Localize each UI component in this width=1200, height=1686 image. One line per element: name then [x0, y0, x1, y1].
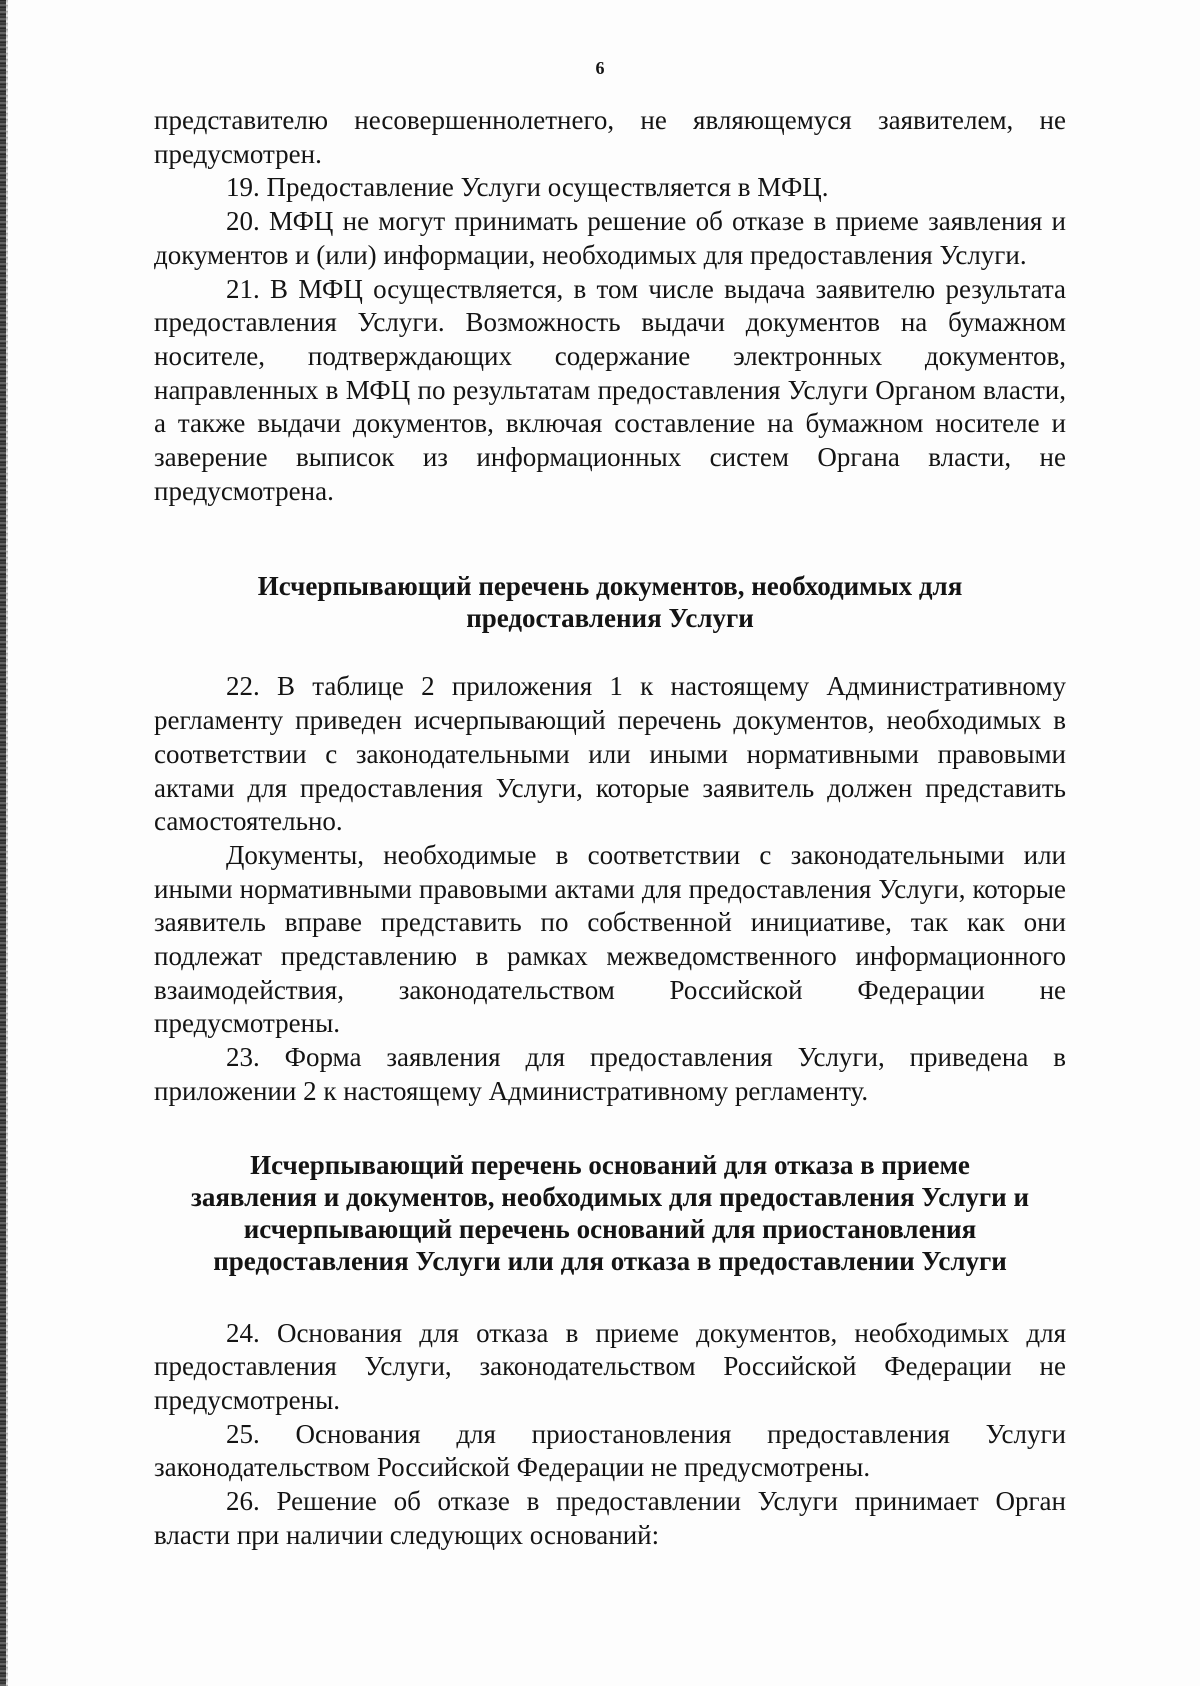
section-heading-refusal-line-2: заявления и документов, необходимых для предоставления Услуги и — [190, 1181, 1030, 1212]
spacer — [154, 1109, 1066, 1149]
section-heading-documents-line-1: Исчерпывающий перечень документов, необходимых для — [257, 571, 963, 602]
section-heading-refusal-line-4: предоставления Услуги или для отказа в предоставлении Услуги — [213, 1245, 1007, 1276]
section-heading-refusal-grounds — [154, 1149, 1066, 1277]
page-number: 6 — [595, 58, 605, 78]
section-heading-documents — [154, 570, 1066, 634]
section-heading-refusal-line-3: исчерпывающий перечень оснований для приостановления — [243, 1213, 977, 1244]
paragraph-continuation: представителю несовершеннолетнего, не являющемуся заявителем, не предусмотрен. — [154, 105, 1066, 169]
spacer — [154, 1277, 1066, 1317]
scan-binding-shadow — [6, 0, 8, 1686]
spacer — [154, 634, 1066, 670]
paragraph-24: 24. Основания для отказа в приеме документов, необходимых для предоставления Услуги, законодательством Российской Федерации не предусмотрены. — [154, 1317, 1066, 1415]
section-heading-refusal-line-1: Исчерпывающий перечень оснований для отказа в приеме — [250, 1149, 970, 1180]
spacer — [154, 508, 1066, 570]
paragraph-20: 20. МФЦ не могут принимать решение об отказе в приеме заявления и документов и (или) информации, необходимых для предоставления Услуги. — [154, 206, 1066, 270]
paragraph-23: 23. Форма заявления для предоставления Услуги, приведена в приложении 2 к настоящему Административному регламенту. — [154, 1042, 1066, 1106]
paragraph-26: 26. Решение об отказе в предоставлении Услуги принимает Орган власти при наличии следующих оснований: — [154, 1486, 1066, 1550]
section-heading-documents-line-2: предоставления Услуги — [466, 603, 754, 634]
paragraph-19: 19. Предоставление Услуги осуществляется в МФЦ. — [226, 172, 829, 203]
document-body — [154, 104, 1066, 1553]
paragraph-21: 21. В МФЦ осуществляется, в том числе выдача заявителю результата предоставления Услуги. Возможность выдачи документов на бумажном носителе, подтверждающих содержание электронных документов, направленных в МФЦ по результатам предоставления Услуги Органом власти, а также выдачи документов, включая составление на бумажном носителе и заверение выписок из информационных систем Органа власти, не предусмотрена. — [154, 273, 1066, 506]
paragraph-25: 25. Основания для приостановления предоставления Услуги законодательством Российской Федерации не предусмотрены. — [154, 1418, 1066, 1483]
paragraph-22: 22. В таблице 2 приложения 1 к настоящему Административному регламенту приведен исчерпывающий перечень документов, необходимых в соответствии с законодательными или иными нормативными правовыми актами для предоставления Услуги, которые заявитель должен представить самостоятельно. — [154, 671, 1066, 837]
paragraph-22-documents: Документы, необходимые в соответствии с законодательными или иными нормативными правовыми актами для предоставления Услуги, которые заявитель вправе представить по собственной инициативе, так как они подлежат представлению в рамках межведомственного информационного взаимодействия, законодательством Российской Федерации не предусмотрены. — [154, 839, 1066, 1039]
